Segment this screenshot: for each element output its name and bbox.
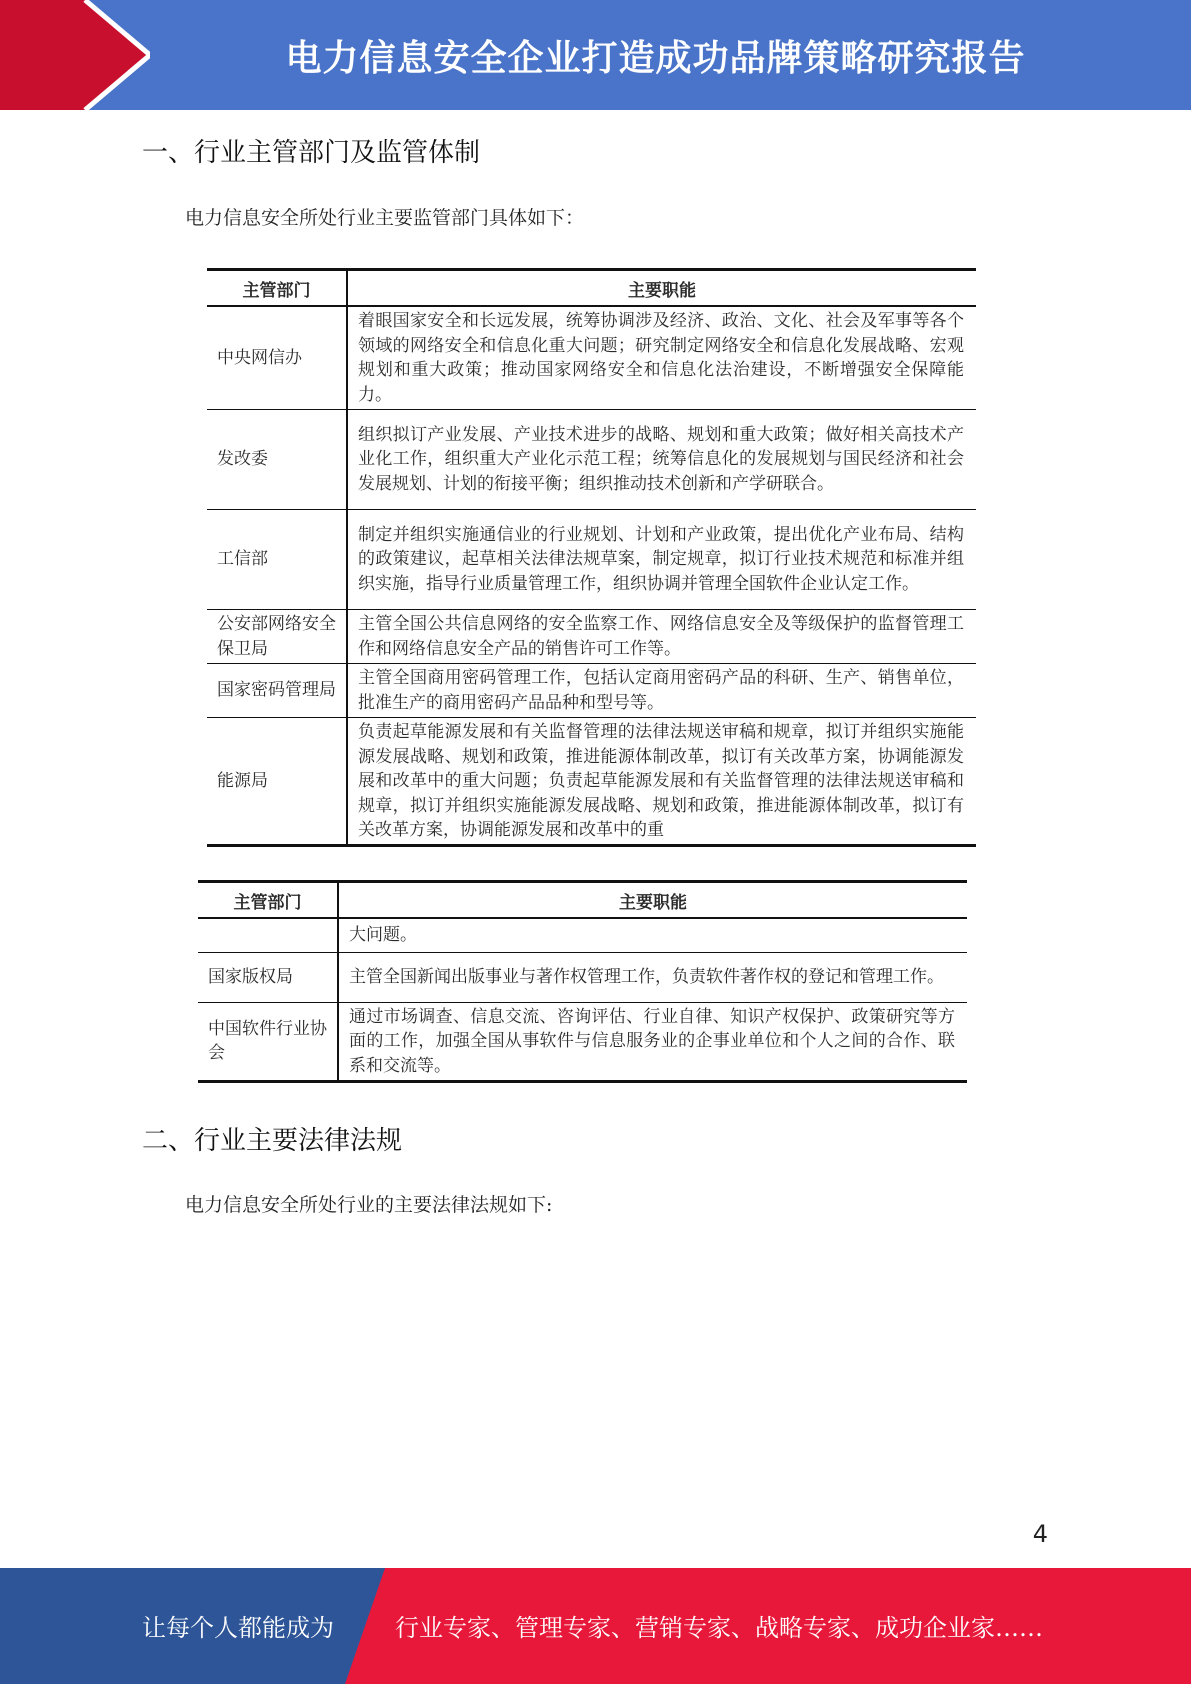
function-cell: 通过市场调查、信息交流、咨询评估、行业自律、知识产权保护、政策研究等方面的工作，加强全国从事软件与信息服务业的企事业单位和个人之间的合作、联系和交流等。: [349, 1006, 955, 1076]
footer-slogan-left: 让每个人都能成为: [142, 1614, 334, 1642]
function-cell: 组织拟订产业发展、产业技术进步的战略、规划和重大政策；做好相关高技术产业化工作，组织重大产业化示范工程；统筹信息化的发展规划与国民经济和社会发展规划、计划的衔接平衡；组织推动技术创新和产学研联合。: [347, 410, 976, 510]
dept-cell: [198, 918, 338, 952]
section-intro-2: 电力信息安全所处行业的主要法律法规如下:: [185, 1194, 553, 1216]
dept-cell: 中国软件行业协会: [198, 1002, 338, 1082]
dept-cell: 发改委: [207, 410, 347, 510]
section-heading-2: 二、行业主要法律法规: [142, 1126, 403, 1156]
dept-cell: 能源局: [207, 718, 347, 846]
section-heading-1: 一、行业主管部门及监管体制: [142, 138, 481, 168]
function-cell: [347, 718, 976, 846]
function-cell: 主管全国新闻出版事业与著作权管理工作，负责软件著作权的登记和管理工作。: [338, 952, 967, 1002]
table-row: [207, 306, 976, 410]
report-title: 电力信息安全企业打造成功品牌策略研究报告: [285, 37, 1026, 79]
table-header-row: [198, 882, 967, 919]
function-cell: 着眼国家安全和长远发展，统筹协调涉及经济、政治、文化、社会及军事等各个领域的网络安全和信息化重大问题；研究制定网络安全和信息化发展战略、宏观规划和重大政策；推动国家网络安全和信息化法治建设，不断增强安全保障能力。: [347, 306, 976, 410]
table-row: [198, 918, 967, 952]
function-cell: 大问题。: [338, 918, 967, 952]
table-row: [207, 510, 976, 610]
regulator-table-2: [198, 880, 967, 1083]
function-cell: 制定并组织实施通信业的行业规划、计划和产业政策，提出优化产业布局、结构的政策建议，起草相关法律法规草案，制定规章，拟订行业技术规范和标准并组织实施，指导行业质量管理工作，组织协调并管理全国软件企业认定工作。: [347, 510, 976, 610]
table-row: [207, 410, 976, 510]
table-header-row: [207, 270, 976, 307]
table-row: [198, 952, 967, 1002]
function-cell: 主管全国公共信息网络的安全监察工作、网络信息安全及等级保护的监督管理工作和网络信息安全产品的销售许可工作等。: [347, 610, 976, 664]
function-cell: 主管全国商用密码管理工作，包括认定商用密码产品的科研、生产、销售单位，批准生产的商用密码产品品种和型号等。: [347, 664, 976, 718]
column-header-dept: 主管部门: [207, 270, 347, 307]
table-row: [207, 610, 976, 664]
column-header-function: 主要职能: [347, 270, 976, 307]
table-row: [207, 664, 976, 718]
regulator-table-1: [207, 268, 976, 847]
table-row: [198, 1002, 967, 1082]
section-intro-1: 电力信息安全所处行业主要监管部门具体如下：: [185, 207, 585, 229]
dept-cell: 国家密码管理局: [207, 664, 347, 718]
page-number: 4: [1032, 1520, 1048, 1548]
header-banner: [0, 0, 1191, 110]
dept-cell: 中央网信办: [207, 306, 347, 410]
column-header-dept: 主管部门: [198, 882, 338, 919]
footer-slogan-right: 行业专家、管理专家、营销专家、战略专家、成功企业家……: [395, 1614, 1043, 1642]
dept-cell: 公安部网络安全保卫局: [207, 610, 347, 664]
dept-cell: 国家版权局: [198, 952, 338, 1002]
column-header-function: 主要职能: [338, 882, 967, 919]
header-arrow-decoration: [0, 0, 150, 110]
dept-cell: 工信部: [207, 510, 347, 610]
table-row: [207, 718, 976, 846]
function-text: 负责起草能源发展和有关监督管理的法律法规送审稿和规章，拟订并组织实施能源发展战略、规划和政策，推进能源体制改革，拟订有关改革方案，协调能源发展和改革中的重大问题；负责起草能源发展和有关监督管理的法律法规送审稿和规章，拟订并组织实施能源发展战略、规划和政策，推进能源体制改革，拟订有关改革方案，协调能源发展和改革中的重: [358, 722, 964, 840]
